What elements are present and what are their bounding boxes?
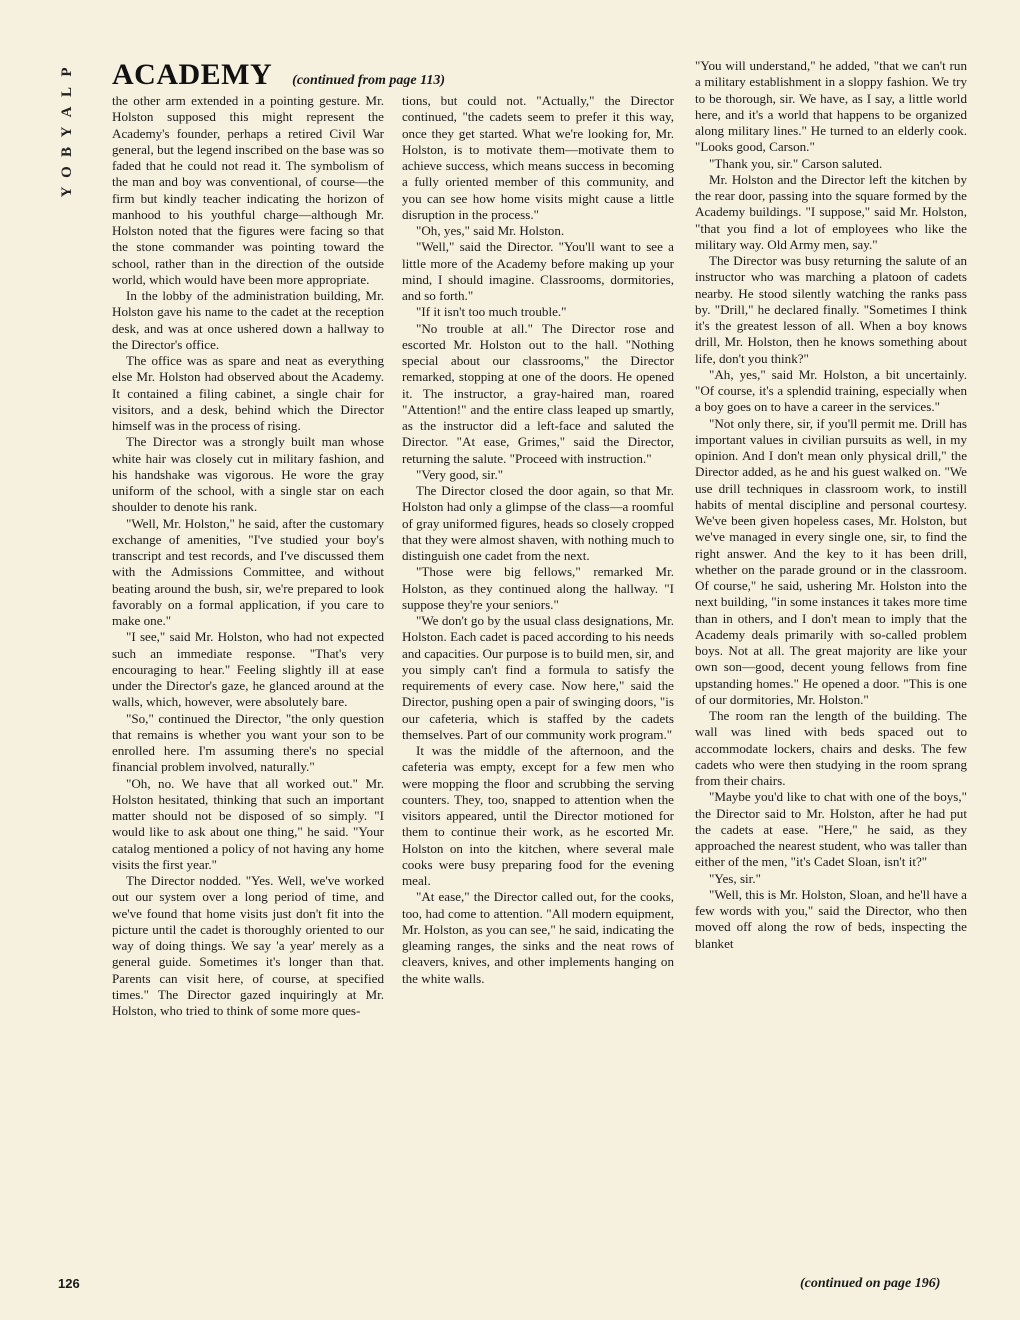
paragraph: "Oh, no. We have that all worked out." Mr. Holston hesitated, thinking that such an important matter should not be disposed of so simply. "I would like to ask about one thing," he said. "Your catalog mentioned a policy of not having any home visits the first year." (112, 775, 384, 872)
paragraph: The Director closed the door again, so that Mr. Holston had only a glimpse of the class—a roomful of gray uniformed figures, heads so closely cropped that they were almost shaven, with nothing much to distinguish one cadet from the next. (402, 483, 674, 563)
paragraph: It was the middle of the afternoon, and the cafeteria was empty, except for a few men who were mopping the floor and scrubbing the serving counters. They, too, snapped to attention when the visitors appeared, until the Director motioned for them to continue their work, as he escorted Mr. Holston on into the kitchen, where several male cooks were busy preparing food for the evening meal. (402, 743, 674, 888)
magazine-letter: B (59, 147, 75, 158)
magazine-letter: Y (59, 186, 75, 198)
magazine-letter: O (59, 166, 75, 178)
text-column-1 (112, 93, 384, 1293)
page-number: 126 (58, 1276, 80, 1291)
continued-from-note: (continued from page 113) (292, 73, 445, 88)
magazine-letter: L (59, 87, 75, 98)
article-header (112, 58, 445, 92)
text-column-3 (695, 58, 967, 1298)
paragraph: "Maybe you'd like to chat with one of the boys," the Director said to Mr. Holston, after he had put the cadets at ease. "Here," he said, as they approached the nearest student, who was taller than either of the men, "it's Cadet Sloan, isn't it?" (695, 789, 967, 870)
paragraph: "We don't go by the usual class designations, Mr. Holston. Each cadet is paced according to his needs and capacities. Our purpose is to build men, sir, and you simply can't find a formula to satisfy the requirements of every case. Now here," said the Director, pushing open a pair of swinging doors, "is our cafeteria, which is staffed by the cadets themselves. Part of our community work program." (402, 613, 674, 742)
paragraph: "So," continued the Director, "the only question that remains is whether you want your son to be enrolled here. I'm assuming there's no special financial problem involved, naturally." (112, 710, 384, 775)
paragraph: "No trouble at all." The Director rose and escorted Mr. Holston out to the hall. "Nothing special about our classrooms," the Director remarked, stopping at one of the doors. He opened it. The instructor, a gray-haired man, roared "Attention!" and the entire class leaped up smartly, as the instructor did a left-face and saluted the Director. "At ease, Grimes," said the Director, returning the salute. "Proceed with instruction." (402, 320, 674, 466)
paragraph: "At ease," the Director called out, for the cooks, too, had come to attention. "All modern equipment, Mr. Holston, as you can see," he said, indicating the gleaming ranges, the sinks and the neat rows of cleavers, knives, and other implements hanging on the white walls. (402, 889, 674, 986)
continued-on-note: (continued on page 196) (800, 1276, 941, 1291)
paragraph: "Very good, sir." (416, 466, 504, 482)
text-column-2 (402, 93, 674, 1293)
paragraph: In the lobby of the administration building, Mr. Holston gave his name to the cadet at the reception desk, and was at once ushered down a hallway to the Director's office. (112, 288, 384, 352)
magazine-letter: Y (59, 126, 75, 138)
paragraph: "Well, Mr. Holston," he said, after the customary exchange of amenities, "I've studied your boy's transcript and test records, and I've discussed them with the Admissions Committee, and without beating around the bush, sir, we're prepared to look favorably on a formal application, if you care to make one." (112, 515, 384, 628)
paragraph: The Director was busy returning the salute of an instructor who was marching a platoon of cadets nearby. He stood silently watching the ranks pass by. "Drill," he declared finally. "Sometimes I think it's the greatest lesson of all. When a boy knows drill, Mr. Holston, then he knows something about life, don't you think?" (695, 253, 967, 366)
article-title: ACADEMY (112, 58, 273, 91)
paragraph: The Director was a strongly built man whose white hair was closely cut in military fashion, and his handshake was vigorous. He wore the gray uniform of the school, with a single star on each shoulder to denote his rank. (112, 434, 384, 515)
paragraph: Mr. Holston and the Director left the kitchen by the rear door, passing into the square formed by the Academy buildings. "I suppose," said Mr. Holston, "that you find a lot of employees who like the military way. Old Army men, say." (695, 171, 967, 252)
paragraph: "I see," said Mr. Holston, who had not expected such an immediate response. "That's very encouraging to hear." Feeling slightly ill at ease under the Director's gaze, he glanced around at the walls, which, however, were absolutely bare. (112, 629, 384, 710)
paragraph: "Yes, sir." (709, 870, 761, 886)
paragraph: The room ran the length of the building. The wall was lined with beds spaced out to accommodate lockers, chairs and desks. The few cadets who were then studying in the room sprang from their chairs. (695, 708, 967, 788)
paragraph: "You will understand," he added, "that we can't run a military establishment in a sloppy fashion. We try to be thorough, sir. We have, as I say, a little world here, and it's a world that happens to be organized along military lines." He turned to an elderly cook. "Looks good, Carson." (695, 58, 967, 155)
paragraph: The office was as spare and neat as everything else Mr. Holston had observed about the Academy. It contained a filing cabinet, a single chair for visitors, and a desk, behind which the Director himself was in the process of rising. (112, 353, 384, 433)
magazine-letter: A (59, 106, 75, 118)
paragraph: "Oh, yes," said Mr. Holston. (416, 223, 565, 238)
paragraph: "Well," said the Director. "You'll want to see a little more of the Academy before making up your mind, I should imagine. Classrooms, dormitories, and so forth." (402, 239, 674, 303)
magazine-name-vertical (56, 62, 78, 202)
paragraph: the other arm extended in a pointing gesture. Mr. Holston supposed this might represent the Academy's founder, perhaps a retired Civil War general, but the legend inscribed on the base was so faded that he could not read it. The symbolism of the man and boy was conventional, of course—the firm but kindly teacher indicating the horizon of manhood to his youthful charge—although Mr. Holston noted that the figures were facing so that the stone commander was pointing toward the school, rather than in the direction of the outside world, which would have been more appropriate. (112, 93, 384, 287)
paragraph: "Ah, yes," said Mr. Holston, a bit uncertainly. "Of course, it's a splendid training, especially when a boy goes on to have a career in the services." (695, 366, 967, 415)
paragraph: The Director nodded. "Yes. Well, we've worked out our system over a long period of time, and we've found that home visits just don't fit into the picture until the cadet is thoroughly oriented to our way of doing things. We say 'a year' merely as a general guide. Sometimes it's longer than that. Parents can visit here, of course, at specified times." The Director gazed inquiringly at Mr. Holston, who tried to think of some more ques- (112, 873, 384, 1018)
paragraph: "Well, this is Mr. Holston, Sloan, and he'll have a few words with you," said the Director, who then moved off along the row of beds, inspecting the blanket (695, 886, 967, 951)
paragraph: "Not only there, sir, if you'll permit me. Drill has important values in civilian pursuits as well, in my opinion. And I don't mean only physical drill," the Director added, as he and his guest walked on. "We use drill techniques in classroom work, to instill habits of mental discipline and personal courtesy. We've been given hopeless cases, Mr. Holston, but we've managed in every single one, sir, to find the right answer. And the key to it has been drill, whether on the parade ground or in the classroom. Of course," he said, ushering Mr. Holston into the next building, "in some instances it takes more time than in others, and I don't mean to imply that the Academy deals primarily with so-called problem boys. Not at all. The great majority are like your own son—good, decent young fellows from fine upstanding homes." He opened a door. "This is one of our dormitories, Mr. Holston." (695, 415, 967, 707)
paragraph: "Those were big fellows," remarked Mr. Holston, as they continued along the hallway. "I suppose they're your seniors." (402, 564, 674, 612)
paragraph: "If it isn't too much trouble." (416, 304, 567, 320)
paragraph: "Thank you, sir." Carson saluted. (709, 155, 883, 171)
paragraph: tions, but could not. "Actually," the Director continued, "the cadets seem to prefer it this way, once they get started. What we're looking for, Mr. Holston, is to motivate them—motivate them to achieve success, which means success in becoming a fully oriented member of this community, and you can see how home visits might cause a little disruption in the process." (402, 93, 674, 222)
magazine-letter: P (59, 67, 75, 77)
